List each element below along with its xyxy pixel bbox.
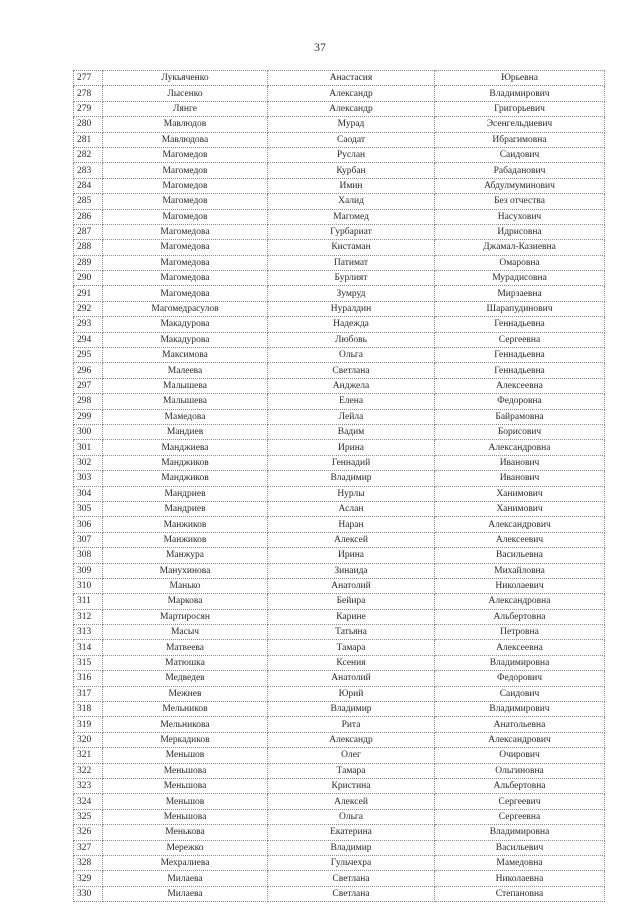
first-name-cell: Любовь	[268, 332, 435, 347]
table-row	[74, 840, 605, 855]
patronymic-cell: Петровна	[435, 625, 605, 640]
row-number: 311	[74, 594, 103, 609]
patronymic-cell: Григорьевич	[435, 101, 605, 116]
last-name-cell: Маркова	[103, 594, 268, 609]
table-row	[74, 301, 605, 316]
patronymic-cell: Алексеевич	[435, 532, 605, 547]
patronymic-cell: Шарапудинович	[435, 301, 605, 316]
table-row	[74, 86, 605, 101]
last-name-cell: Магомедова	[103, 286, 268, 301]
first-name-cell: Курбан	[268, 163, 435, 178]
first-name-cell: Кистаман	[268, 240, 435, 255]
table-row	[74, 778, 605, 793]
table-row	[74, 825, 605, 840]
last-name-cell: Мандриев	[103, 501, 268, 516]
table-row	[74, 317, 605, 332]
row-number: 298	[74, 394, 103, 409]
patronymic-cell: Геннадьевна	[435, 363, 605, 378]
last-name-cell: Матвеева	[103, 640, 268, 655]
last-name-cell: Манжиков	[103, 532, 268, 547]
table-row	[74, 224, 605, 239]
first-name-cell: Рита	[268, 717, 435, 732]
last-name-cell: Мамедова	[103, 409, 268, 424]
first-name-cell: Лейла	[268, 409, 435, 424]
table-row	[74, 101, 605, 116]
last-name-cell: Мавлюдова	[103, 132, 268, 147]
row-number: 325	[74, 809, 103, 824]
row-number: 279	[74, 101, 103, 116]
last-name-cell: Милаева	[103, 886, 268, 901]
first-name-cell: Елена	[268, 394, 435, 409]
last-name-cell: Меркадиков	[103, 732, 268, 747]
last-name-cell: Макадурова	[103, 317, 268, 332]
row-number: 314	[74, 640, 103, 655]
table-row	[74, 517, 605, 532]
table-row	[74, 548, 605, 563]
first-name-cell: Вадим	[268, 424, 435, 439]
row-number: 330	[74, 886, 103, 901]
table-row	[74, 809, 605, 824]
first-name-cell: Владимир	[268, 840, 435, 855]
row-number: 282	[74, 147, 103, 162]
table-row	[74, 394, 605, 409]
table-row	[74, 640, 605, 655]
row-number: 292	[74, 301, 103, 316]
table-row	[74, 794, 605, 809]
last-name-cell: Малышева	[103, 378, 268, 393]
row-number: 290	[74, 271, 103, 286]
table-row	[74, 332, 605, 347]
first-name-cell: Татьяна	[268, 625, 435, 640]
first-name-cell: Ирина	[268, 548, 435, 563]
last-name-cell: Манухинова	[103, 563, 268, 578]
table-row	[74, 717, 605, 732]
first-name-cell: Патимат	[268, 255, 435, 270]
last-name-cell: Манжура	[103, 548, 268, 563]
patronymic-cell: Геннадьевна	[435, 317, 605, 332]
row-number: 320	[74, 732, 103, 747]
last-name-cell: Магомедов	[103, 147, 268, 162]
table-row	[74, 163, 605, 178]
patronymic-cell: Сергеевич	[435, 794, 605, 809]
last-name-cell: Магомедов	[103, 178, 268, 193]
table-row	[74, 348, 605, 363]
table-row	[74, 117, 605, 132]
row-number: 306	[74, 517, 103, 532]
last-name-cell: Мельникова	[103, 717, 268, 732]
patronymic-cell: Александрович	[435, 517, 605, 532]
row-number: 316	[74, 671, 103, 686]
row-number: 303	[74, 471, 103, 486]
first-name-cell: Зумруд	[268, 286, 435, 301]
first-name-cell: Анастасия	[268, 71, 435, 86]
row-number: 315	[74, 655, 103, 670]
last-name-cell: Меньшова	[103, 763, 268, 778]
row-number: 318	[74, 702, 103, 717]
first-name-cell: Кристина	[268, 778, 435, 793]
last-name-cell: Магомедова	[103, 255, 268, 270]
patronymic-cell: Васильевич	[435, 840, 605, 855]
patronymic-cell: Михайловна	[435, 563, 605, 578]
first-name-cell: Гульчехра	[268, 855, 435, 870]
row-number: 301	[74, 440, 103, 455]
person-list-table	[73, 70, 605, 902]
first-name-cell: Светлана	[268, 871, 435, 886]
table-row	[74, 286, 605, 301]
first-name-cell: Владимир	[268, 471, 435, 486]
last-name-cell: Лянге	[103, 101, 268, 116]
row-number: 323	[74, 778, 103, 793]
first-name-cell: Александр	[268, 732, 435, 747]
patronymic-cell: Эсенгельдиевич	[435, 117, 605, 132]
last-name-cell: Меньшова	[103, 778, 268, 793]
last-name-cell: Меньшова	[103, 809, 268, 824]
last-name-cell: Малышева	[103, 394, 268, 409]
last-name-cell: Манджиева	[103, 440, 268, 455]
first-name-cell: Ольга	[268, 348, 435, 363]
row-number: 285	[74, 194, 103, 209]
table-row	[74, 471, 605, 486]
patronymic-cell: Идрисовна	[435, 224, 605, 239]
row-number: 308	[74, 548, 103, 563]
last-name-cell: Макадурова	[103, 332, 268, 347]
last-name-cell: Мандиев	[103, 424, 268, 439]
patronymic-cell: Геннадьевна	[435, 348, 605, 363]
last-name-cell: Манджиков	[103, 471, 268, 486]
row-number: 297	[74, 378, 103, 393]
table-row	[74, 732, 605, 747]
patronymic-cell: Васильевна	[435, 548, 605, 563]
last-name-cell: Максимова	[103, 348, 268, 363]
last-name-cell: Лысенко	[103, 86, 268, 101]
patronymic-cell: Николаевна	[435, 871, 605, 886]
page-number: 37	[314, 40, 326, 54]
table-row	[74, 702, 605, 717]
first-name-cell: Ольга	[268, 809, 435, 824]
last-name-cell: Мережко	[103, 840, 268, 855]
patronymic-cell: Мурадисовна	[435, 271, 605, 286]
patronymic-cell: Мамедовна	[435, 855, 605, 870]
row-number: 309	[74, 563, 103, 578]
first-name-cell: Нуралдин	[268, 301, 435, 316]
patronymic-cell: Омаровна	[435, 255, 605, 270]
first-name-cell: Карине	[268, 609, 435, 624]
first-name-cell: Бейира	[268, 594, 435, 609]
row-number: 307	[74, 532, 103, 547]
row-number: 288	[74, 240, 103, 255]
last-name-cell: Межнев	[103, 686, 268, 701]
table-row	[74, 886, 605, 901]
row-number: 319	[74, 717, 103, 732]
patronymic-cell: Саидович	[435, 686, 605, 701]
row-number: 313	[74, 625, 103, 640]
patronymic-cell: Саидович	[435, 147, 605, 162]
patronymic-cell: Альбертовна	[435, 778, 605, 793]
first-name-cell: Олег	[268, 748, 435, 763]
table-row	[74, 871, 605, 886]
table-row	[74, 240, 605, 255]
first-name-cell: Мурад	[268, 117, 435, 132]
table-row	[74, 71, 605, 86]
table-row	[74, 178, 605, 193]
table-row	[74, 578, 605, 593]
table-row	[74, 501, 605, 516]
row-number: 286	[74, 209, 103, 224]
patronymic-cell: Юрьевна	[435, 71, 605, 86]
first-name-cell: Алексей	[268, 794, 435, 809]
row-number: 283	[74, 163, 103, 178]
row-number: 322	[74, 763, 103, 778]
patronymic-cell: Владимирович	[435, 702, 605, 717]
table-row	[74, 563, 605, 578]
first-name-cell: Анджела	[268, 378, 435, 393]
patronymic-cell: Ханимович	[435, 486, 605, 501]
patronymic-cell: Абдулмуминович	[435, 178, 605, 193]
table-row	[74, 455, 605, 470]
first-name-cell: Анатолий	[268, 578, 435, 593]
patronymic-cell: Рабаданович	[435, 163, 605, 178]
table-row	[74, 132, 605, 147]
first-name-cell: Анатолий	[268, 671, 435, 686]
last-name-cell: Мандриев	[103, 486, 268, 501]
row-number: 312	[74, 609, 103, 624]
table-row	[74, 625, 605, 640]
first-name-cell: Александр	[268, 101, 435, 116]
row-number: 300	[74, 424, 103, 439]
first-name-cell: Имин	[268, 178, 435, 193]
row-number: 296	[74, 363, 103, 378]
row-number: 278	[74, 86, 103, 101]
patronymic-cell: Александрович	[435, 732, 605, 747]
first-name-cell: Светлана	[268, 886, 435, 901]
table-row	[74, 763, 605, 778]
patronymic-cell: Владимирович	[435, 86, 605, 101]
patronymic-cell: Борисович	[435, 424, 605, 439]
row-number: 299	[74, 409, 103, 424]
table-row	[74, 271, 605, 286]
row-number: 294	[74, 332, 103, 347]
table-row	[74, 486, 605, 501]
first-name-cell: Магомед	[268, 209, 435, 224]
patronymic-cell: Иванович	[435, 455, 605, 470]
patronymic-cell: Владимировна	[435, 825, 605, 840]
patronymic-cell: Ибрагимовна	[435, 132, 605, 147]
patronymic-cell: Мирзаевна	[435, 286, 605, 301]
first-name-cell: Гурбариат	[268, 224, 435, 239]
last-name-cell: Матюшка	[103, 655, 268, 670]
patronymic-cell: Иванович	[435, 471, 605, 486]
table-row	[74, 532, 605, 547]
patronymic-cell: Сергеевна	[435, 332, 605, 347]
row-number: 326	[74, 825, 103, 840]
table-row	[74, 671, 605, 686]
table-row	[74, 440, 605, 455]
row-number: 304	[74, 486, 103, 501]
first-name-cell: Саодат	[268, 132, 435, 147]
first-name-cell: Владимир	[268, 702, 435, 717]
first-name-cell: Юрий	[268, 686, 435, 701]
first-name-cell: Александр	[268, 86, 435, 101]
patronymic-cell: Федорович	[435, 671, 605, 686]
last-name-cell: Меньшов	[103, 748, 268, 763]
patronymic-cell: Федоровна	[435, 394, 605, 409]
patronymic-cell: Насухович	[435, 209, 605, 224]
table-row	[74, 748, 605, 763]
table-row	[74, 594, 605, 609]
last-name-cell: Магомедов	[103, 163, 268, 178]
row-number: 284	[74, 178, 103, 193]
patronymic-cell: Джамал-Казиевна	[435, 240, 605, 255]
last-name-cell: Масыч	[103, 625, 268, 640]
table-row	[74, 255, 605, 270]
row-number: 302	[74, 455, 103, 470]
patronymic-cell: Альбертовна	[435, 609, 605, 624]
row-number: 321	[74, 748, 103, 763]
row-number: 305	[74, 501, 103, 516]
last-name-cell: Мельников	[103, 702, 268, 717]
patronymic-cell: Александровна	[435, 594, 605, 609]
first-name-cell: Тамара	[268, 763, 435, 778]
patronymic-cell: Ханимович	[435, 501, 605, 516]
row-number: 327	[74, 840, 103, 855]
patronymic-cell: Анатольевна	[435, 717, 605, 732]
first-name-cell: Руслан	[268, 147, 435, 162]
table-row	[74, 194, 605, 209]
last-name-cell: Милаева	[103, 871, 268, 886]
last-name-cell: Менькова	[103, 825, 268, 840]
row-number: 291	[74, 286, 103, 301]
first-name-cell: Тамара	[268, 640, 435, 655]
patronymic-cell: Александровна	[435, 440, 605, 455]
row-number: 310	[74, 578, 103, 593]
last-name-cell: Медведев	[103, 671, 268, 686]
first-name-cell: Халид	[268, 194, 435, 209]
row-number: 277	[74, 71, 103, 86]
patronymic-cell: Алексеевна	[435, 378, 605, 393]
last-name-cell: Мехралиева	[103, 855, 268, 870]
first-name-cell: Зинаида	[268, 563, 435, 578]
first-name-cell: Алексей	[268, 532, 435, 547]
table-row	[74, 363, 605, 378]
last-name-cell: Малеева	[103, 363, 268, 378]
patronymic-cell: Без отчества	[435, 194, 605, 209]
first-name-cell: Нурлы	[268, 486, 435, 501]
patronymic-cell: Ольгиновна	[435, 763, 605, 778]
row-number: 287	[74, 224, 103, 239]
last-name-cell: Манько	[103, 578, 268, 593]
table-row	[74, 686, 605, 701]
last-name-cell: Магомедова	[103, 240, 268, 255]
table-row	[74, 378, 605, 393]
last-name-cell: Магомедова	[103, 224, 268, 239]
last-name-cell: Магомедрасулов	[103, 301, 268, 316]
last-name-cell: Мавлюдов	[103, 117, 268, 132]
row-number: 329	[74, 871, 103, 886]
table-row	[74, 855, 605, 870]
first-name-cell: Надежда	[268, 317, 435, 332]
table-row	[74, 209, 605, 224]
row-number: 289	[74, 255, 103, 270]
row-number: 317	[74, 686, 103, 701]
first-name-cell: Светлана	[268, 363, 435, 378]
first-name-cell: Ксения	[268, 655, 435, 670]
table-row	[74, 147, 605, 162]
patronymic-cell: Степановна	[435, 886, 605, 901]
first-name-cell: Геннадий	[268, 455, 435, 470]
first-name-cell: Бурлият	[268, 271, 435, 286]
row-number: 295	[74, 348, 103, 363]
patronymic-cell: Алексеевна	[435, 640, 605, 655]
last-name-cell: Магомедов	[103, 194, 268, 209]
last-name-cell: Манджиков	[103, 455, 268, 470]
table-row	[74, 409, 605, 424]
last-name-cell: Манжиков	[103, 517, 268, 532]
table-body	[74, 71, 605, 902]
first-name-cell: Екатерина	[268, 825, 435, 840]
patronymic-cell: Сергеевна	[435, 809, 605, 824]
last-name-cell: Мартиросян	[103, 609, 268, 624]
table-row	[74, 424, 605, 439]
table-row	[74, 609, 605, 624]
patronymic-cell: Очирович	[435, 748, 605, 763]
last-name-cell: Магомедов	[103, 209, 268, 224]
last-name-cell: Меньшов	[103, 794, 268, 809]
row-number: 280	[74, 117, 103, 132]
patronymic-cell: Николаевич	[435, 578, 605, 593]
row-number: 324	[74, 794, 103, 809]
first-name-cell: Наран	[268, 517, 435, 532]
row-number: 293	[74, 317, 103, 332]
patronymic-cell: Владимировна	[435, 655, 605, 670]
row-number: 328	[74, 855, 103, 870]
last-name-cell: Лукьяченко	[103, 71, 268, 86]
patronymic-cell: Байрамовна	[435, 409, 605, 424]
first-name-cell: Ирина	[268, 440, 435, 455]
row-number: 281	[74, 132, 103, 147]
table-row	[74, 655, 605, 670]
last-name-cell: Магомедова	[103, 271, 268, 286]
first-name-cell: Аслан	[268, 501, 435, 516]
